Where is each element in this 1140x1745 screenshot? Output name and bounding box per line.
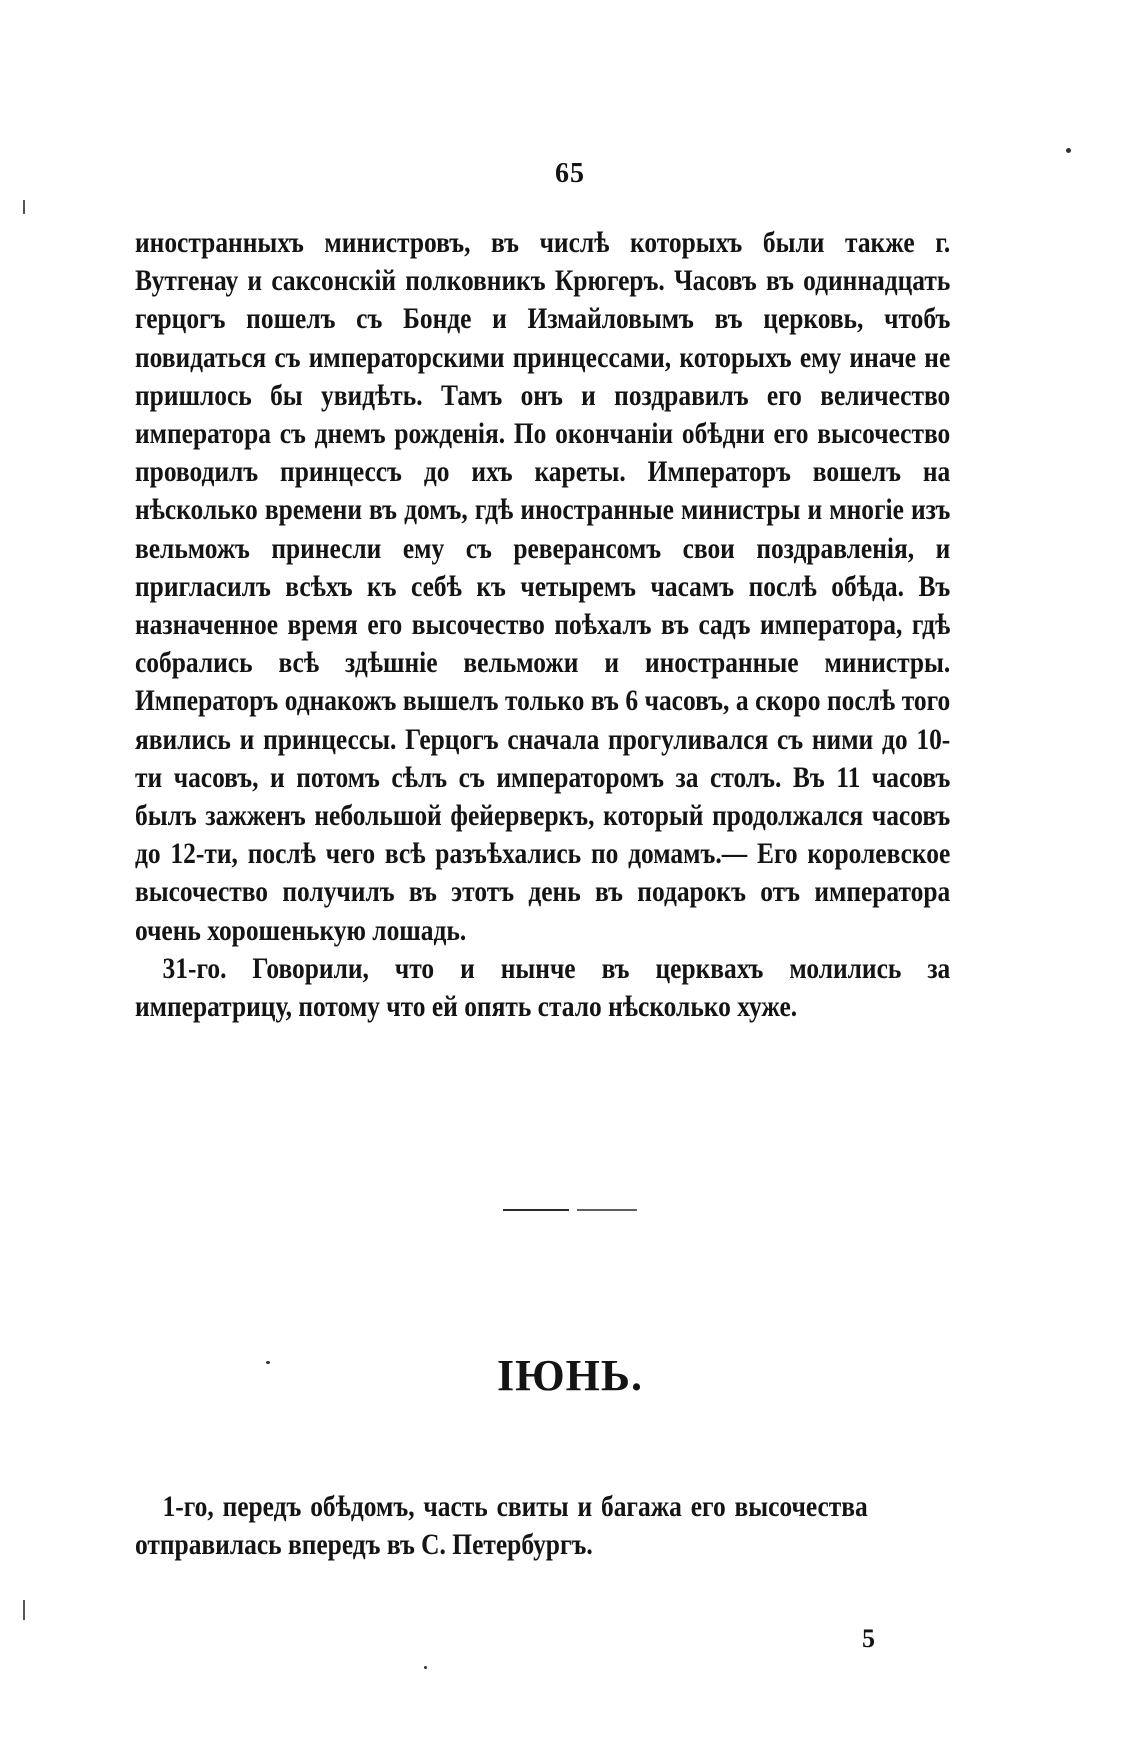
paragraph: иностранныхъ министровъ, въ числѣ которыхъ были также г. Вутгенау и саксонскій полковникъ Крюгеръ. Часовъ въ одиннадцать герцогъ пошелъ съ Бонде и Измайловымъ въ церковь, чтобъ повидаться съ императорскими принцессами, которыхъ ему иначе не пришлось бы увидѣть. Тамъ онъ и поздравилъ его величество императора съ днемъ рожденія. По окончаніи обѣдни его высочество проводилъ принцессъ до ихъ кареты. Императоръ вошелъ на нѣсколько времени въ домъ, гдѣ иностранные министры и многіе изъ вельможъ принесли ему съ реверансомъ свои поздравленія, и пригласилъ всѣхъ къ себѣ къ четыремъ часамъ послѣ обѣда. Въ назначенное время его высочество поѣхалъ въ садъ императора, гдѣ собрались всѣ здѣшніе вельможи и иностранные министры. Императоръ однакожъ вышелъ только въ 6 часовъ, а скоро послѣ того явились и принцессы. Герцогъ сначала прогуливался съ ними до 10-ти часовъ, и потомъ сѣлъ съ императоромъ за столъ. Въ 11 часовъ былъ зажженъ небольшой фейерверкъ, который продолжался часовъ до 12-ти, послѣ чего всѣ разъѣхались по домамъ.— Его королевское высочество получилъ въ этотъ день въ подарокъ отъ императора очень хорошенькую лошадь. <box>135 227 951 947</box>
separator-rule <box>503 1209 569 1211</box>
month-heading: ІЮНЬ. <box>497 1351 643 1400</box>
scan-speck <box>1066 148 1071 153</box>
page-number: 65 <box>555 158 585 189</box>
paragraph: 31-го. Говорили, что и нынче въ церквахъ молились за императрицу, потому что ей опять стало нѣсколько хуже. <box>135 952 951 1024</box>
scan-speck <box>424 1666 427 1669</box>
section-separator <box>0 1209 1140 1211</box>
paragraph: 1-го, передъ обѣдомъ, часть свиты и багажа его высочества отправилась впередъ въ С. Петербургъ. <box>135 1491 868 1562</box>
scan-edge-mark <box>23 200 25 214</box>
scan-speck <box>266 1361 270 1364</box>
main-text-block <box>135 224 950 1026</box>
separator-rule <box>577 1209 637 1211</box>
signature-mark: 5 <box>862 1624 875 1653</box>
scan-edge-mark <box>23 1600 25 1620</box>
june-text-block <box>135 1488 868 1564</box>
